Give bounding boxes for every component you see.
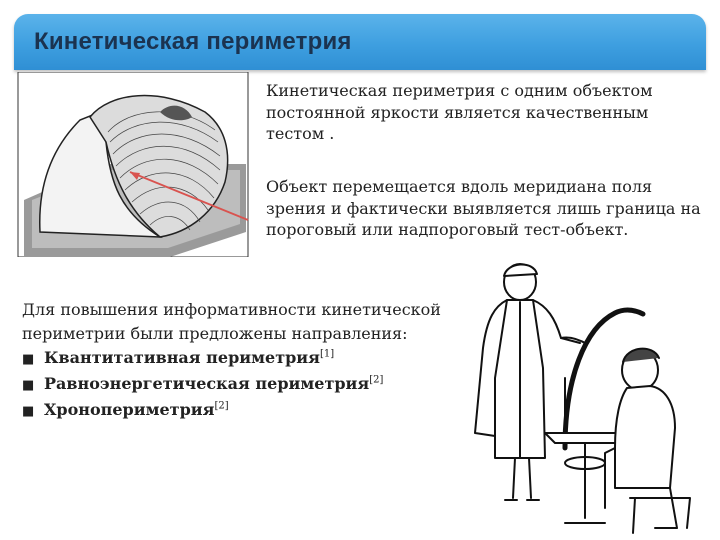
paragraph-1: Кинетическая периметрия с одним объектом постоянной яркости является качественным тестом . (266, 81, 653, 143)
hill-of-vision-illustration (10, 72, 250, 257)
list-item (22, 372, 462, 398)
paragraph-2: Объект перемещается вдоль меридиана поля зрения и фактически выявляется лишь граница на пороговый или надпороговый тест-объект. (266, 177, 701, 239)
bullet-square-icon: ■ (22, 404, 35, 419)
list-item (22, 346, 462, 372)
bullet-label: Хронопериметрия[2] (44, 400, 229, 419)
title-bar (14, 14, 706, 70)
bullet-label: Равноэнергетическая периметрия[2] (44, 374, 384, 393)
directions-block (22, 298, 462, 424)
list-item (22, 398, 462, 424)
bullet-square-icon: ■ (22, 352, 35, 367)
bullet-label: Квантитативная периметрия[1] (44, 348, 335, 367)
slide-title: Кинетическая периметрия (34, 28, 352, 55)
intro-text: Для повышения информативности кинетической периметрии были предложены направления: (22, 300, 441, 343)
perimetry-exam-illustration (455, 258, 715, 540)
bullet-square-icon: ■ (22, 378, 35, 393)
